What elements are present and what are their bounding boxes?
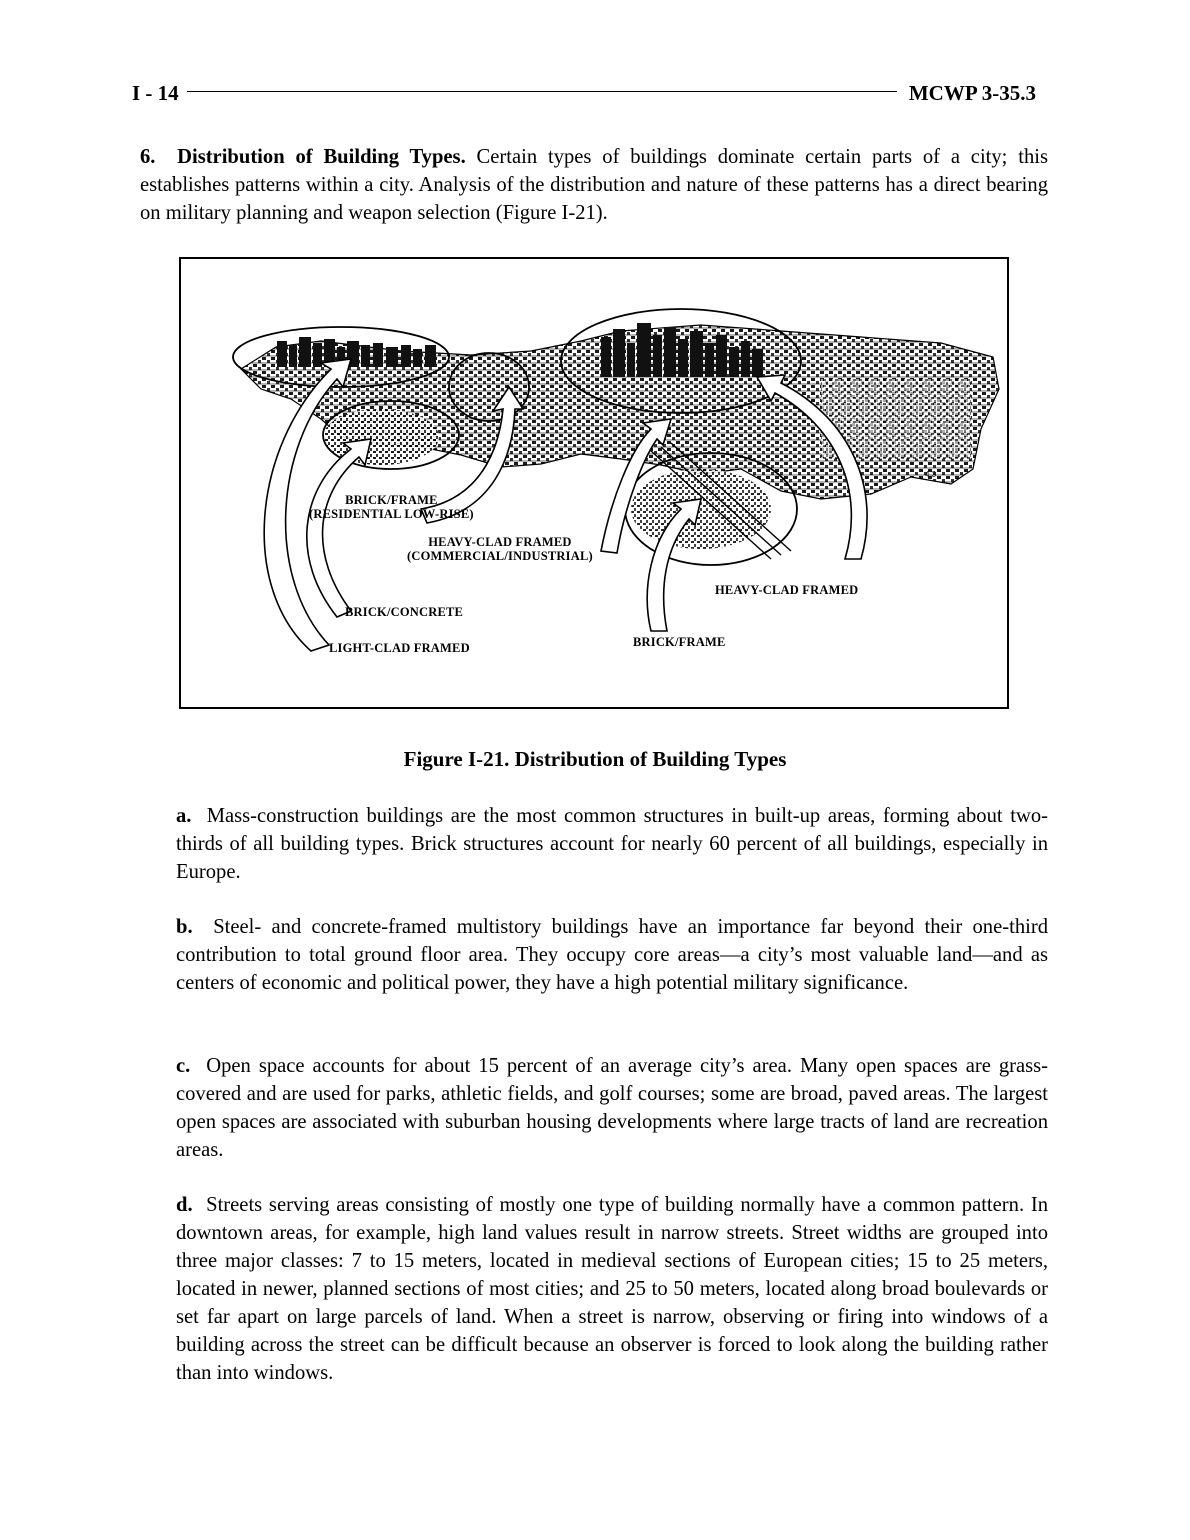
section-heading: Distribution of Building Types. [177, 146, 466, 168]
header-rule [187, 91, 897, 92]
paragraph-b [176, 913, 1048, 997]
label-light-clad: LIGHT-CLAD FRAMED [329, 641, 470, 655]
section-intro-text: Certain types of buildings dominate certain parts of a city; this establishes patterns within a city. Analysis of the distribution and nature of these patterns has a direct bearing on military planning and weapon selection (Figure I-21). [140, 146, 1048, 224]
label-commercial-line1: HEAVY-CLAD FRAMED [428, 535, 572, 549]
page-header [132, 80, 1036, 106]
paragraph-text: Open space accounts for about 15 percent of an average city’s area. Many open spaces are grass-covered and are used for parks, athletic fields, and golf courses; some are broad, paved areas. The largest open spaces are associated with suburban housing developments where large tracts of land are recreation areas. [176, 1055, 1048, 1161]
label-residential [309, 493, 474, 521]
document-id: MCWP 3-35.3 [908, 80, 1036, 105]
paragraph-letter: b. [176, 916, 193, 938]
label-commercial [407, 535, 593, 563]
svg-text:4.3: 4.3 [925, 470, 937, 479]
label-residential-line2: (RESIDENTIAL LOW-RISE) [309, 507, 474, 521]
city-illustration [181, 259, 1009, 709]
label-brick-frame: BRICK/FRAME [633, 635, 726, 649]
section-number: 6. [140, 146, 156, 168]
label-commercial-line2: (COMMERCIAL/INDUSTRIAL) [407, 549, 593, 563]
label-residential-line1: BRICK/FRAME [345, 493, 438, 507]
paragraph-text: Mass-construction buildings are the most common structures in built-up areas, forming about two-thirds of all building types. Brick structures account for nearly 60 percent of all buildings, especially in Europe. [176, 805, 1048, 883]
label-brick-concrete: BRICK/CONCRETE [345, 605, 464, 619]
paragraph-text: Streets serving areas consisting of mostly one type of building normally have a common pattern. In downtown areas, for example, high land values result in narrow streets. Street widths are grouped into three major classes: 7 to 15 meters, located in medieval sections of European cities; 15 to 25 meters, located in newer, planned sections of most cities; and 25 to 50 meters, located along broad boulevards or set far apart on large parcels of land. When a street is narrow, observing or firing into windows of a building across the street can be difficult because an observer is forced to look along the building rather than into windows. [176, 1194, 1049, 1384]
figure-caption: Figure I-21. Distribution of Building Types [403, 747, 787, 771]
paragraph-d [176, 1191, 1048, 1387]
paragraph-c [176, 1052, 1048, 1164]
paragraph-letter: d. [176, 1194, 193, 1216]
figure-frame [179, 257, 1009, 709]
page-number: I - 14 [132, 80, 179, 105]
paragraph-letter: a. [176, 805, 192, 827]
paragraph-letter: c. [176, 1055, 191, 1077]
section-intro [140, 143, 1048, 227]
label-heavy-clad: HEAVY-CLAD FRAMED [715, 583, 859, 597]
paragraph-text: Steel- and concrete-framed multistory buildings have an importance far beyond their one-third contribution to total ground floor area. They occupy core areas—a city’s most valuable land—and as centers of economic and political power, they have a high potential military significance. [176, 916, 1048, 994]
paragraph-a [176, 802, 1048, 886]
